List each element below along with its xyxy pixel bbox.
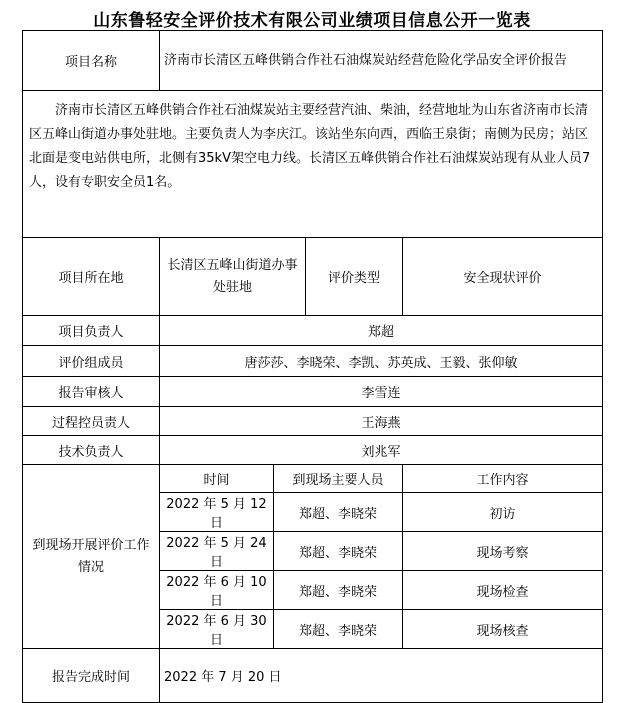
site-visit-time: 2022 年 5 月 24 日 [160, 532, 274, 571]
site-visit-content: 现场检查 [403, 571, 603, 610]
site-visit-content: 现场考察 [403, 532, 603, 571]
site-visit-time: 2022 年 6 月 10 日 [160, 571, 274, 610]
site-visit-people-header: 到现场主要人员 [274, 465, 403, 493]
site-visit-time: 2022 年 6 月 30 日 [160, 610, 274, 649]
site-visit-content: 初访 [403, 493, 603, 532]
eval-type-label: 评价类型 [306, 238, 403, 316]
process-controller-value: 王海燕 [160, 407, 603, 436]
team-members-row [23, 346, 603, 377]
description-row [23, 91, 603, 238]
report-reviewer-value: 李雪连 [160, 377, 603, 407]
site-visits-label: 到现场开展评价工作情况 [23, 465, 160, 649]
location-value: 长清区五峰山街道办事处驻地 [160, 238, 306, 316]
project-name-row [23, 31, 603, 91]
project-leader-row [23, 316, 603, 346]
project-leader-value: 郑超 [160, 316, 603, 346]
process-controller-label: 过程控员责人 [23, 407, 160, 436]
location-label: 项目所在地 [23, 238, 160, 316]
report-completion-value: 2022 年 7 月 20 日 [160, 649, 603, 703]
site-visit-content-header: 工作内容 [403, 465, 603, 493]
site-visit-time-header: 时间 [160, 465, 274, 493]
report-completion-row [23, 649, 603, 703]
tech-leader-value: 刘兆军 [160, 436, 603, 465]
site-visit-people: 郑超、李晓荣 [274, 493, 403, 532]
site-visit-people: 郑超、李晓荣 [274, 571, 403, 610]
page-title: 山东鲁轻安全评价技术有限公司业绩项目信息公开一览表 [93, 11, 531, 31]
project-info-table [22, 30, 603, 703]
project-description: 济南市长清区五峰供销合作社石油煤炭站主要经营汽油、柴油，经营地址为山东省济南市长清区五峰山街道办事处驻地。主要负责人为李庆江。该站坐东向西，西临王泉街；南侧为民房；站区北面是变电站供电所，北侧有35kV架空电力线。长清区五峰供销合作社石油煤炭站现有从业人员7人，设有专职安全员1名。 [23, 91, 603, 238]
eval-type-value: 安全现状评价 [403, 238, 603, 316]
process-controller-row [23, 407, 603, 436]
site-visit-people: 郑超、李晓荣 [274, 532, 403, 571]
location-row [23, 238, 603, 316]
tech-leader-row [23, 436, 603, 465]
site-visit-content: 现场核查 [403, 610, 603, 649]
site-visit-time: 2022 年 5 月 12 日 [160, 493, 274, 532]
report-reviewer-label: 报告审核人 [23, 377, 160, 407]
team-members-label: 评价组成员 [23, 346, 160, 377]
report-completion-label: 报告完成时间 [23, 649, 160, 703]
report-reviewer-row [23, 377, 603, 407]
project-leader-label: 项目负责人 [23, 316, 160, 346]
project-name-value: 济南市长清区五峰供销合作社石油煤炭站经营危险化学品安全评价报告 [160, 31, 603, 91]
site-visit-header-row [23, 465, 603, 493]
project-name-label: 项目名称 [23, 31, 160, 91]
tech-leader-label: 技术负责人 [23, 436, 160, 465]
site-visit-people: 郑超、李晓荣 [274, 610, 403, 649]
team-members-value: 唐莎莎、李晓荣、李凯、苏英成、王毅、张仰敏 [160, 346, 603, 377]
